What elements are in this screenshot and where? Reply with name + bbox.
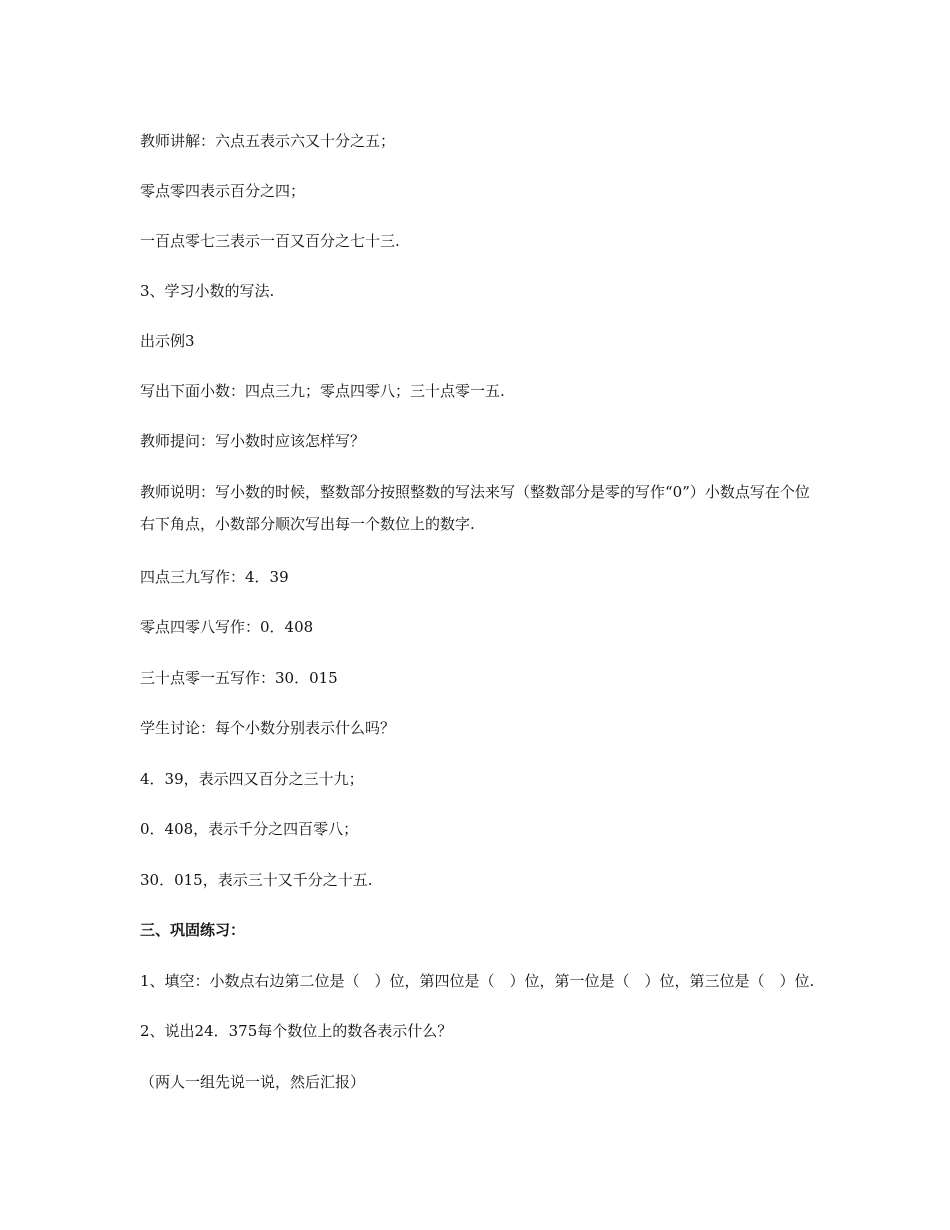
text-line: 30．015，表示三十又千分之十五.: [140, 871, 373, 889]
text-line: 教师提问：写小数时应该怎样写？: [140, 432, 366, 450]
example-label: 出示例3: [140, 332, 195, 350]
text-line: 教师讲解：六点五表示六又十分之五；: [140, 132, 396, 150]
text-line: 一百点零七三表示一百又百分之七十三.: [140, 232, 400, 250]
text-line: 0．408，表示千分之四百零八；: [140, 820, 359, 838]
text-line: 三十点零一五写作：30．015: [140, 669, 338, 687]
exercise-item: 2、说出24．375每个数位上的数各表示什么？: [140, 1022, 453, 1040]
text-line: 四点三九写作：4．39: [140, 568, 289, 586]
text-line: 4．39，表示四又百分之三十九；: [140, 770, 364, 788]
text-paragraph: 教师说明：写小数的时候，整数部分按照整数的写法来写（整数部分是零的写作“0”）小数点写在个位右下角点，小数部分顺次写出每一个数位上的数字.: [140, 483, 810, 533]
exercise-item: 1、填空：小数点右边第二位是（ ）位，第四位是（ ）位，第一位是（ ）位，第三位是（ ）位.: [140, 972, 815, 990]
text-line: 学生讨论：每个小数分别表示什么吗？: [140, 719, 396, 737]
text-line: 零点四零八写作：0．408: [140, 618, 314, 636]
text-line: 零点零四表示百分之四；: [140, 182, 306, 200]
section-heading: 三、巩固练习：: [140, 921, 246, 939]
exercise-note: （两人一组先说一说，然后汇报）: [140, 1073, 366, 1091]
section-heading: 3、学习小数的写法.: [140, 282, 275, 300]
text-line: 写出下面小数：四点三九；零点四零八；三十点零一五.: [140, 382, 505, 400]
